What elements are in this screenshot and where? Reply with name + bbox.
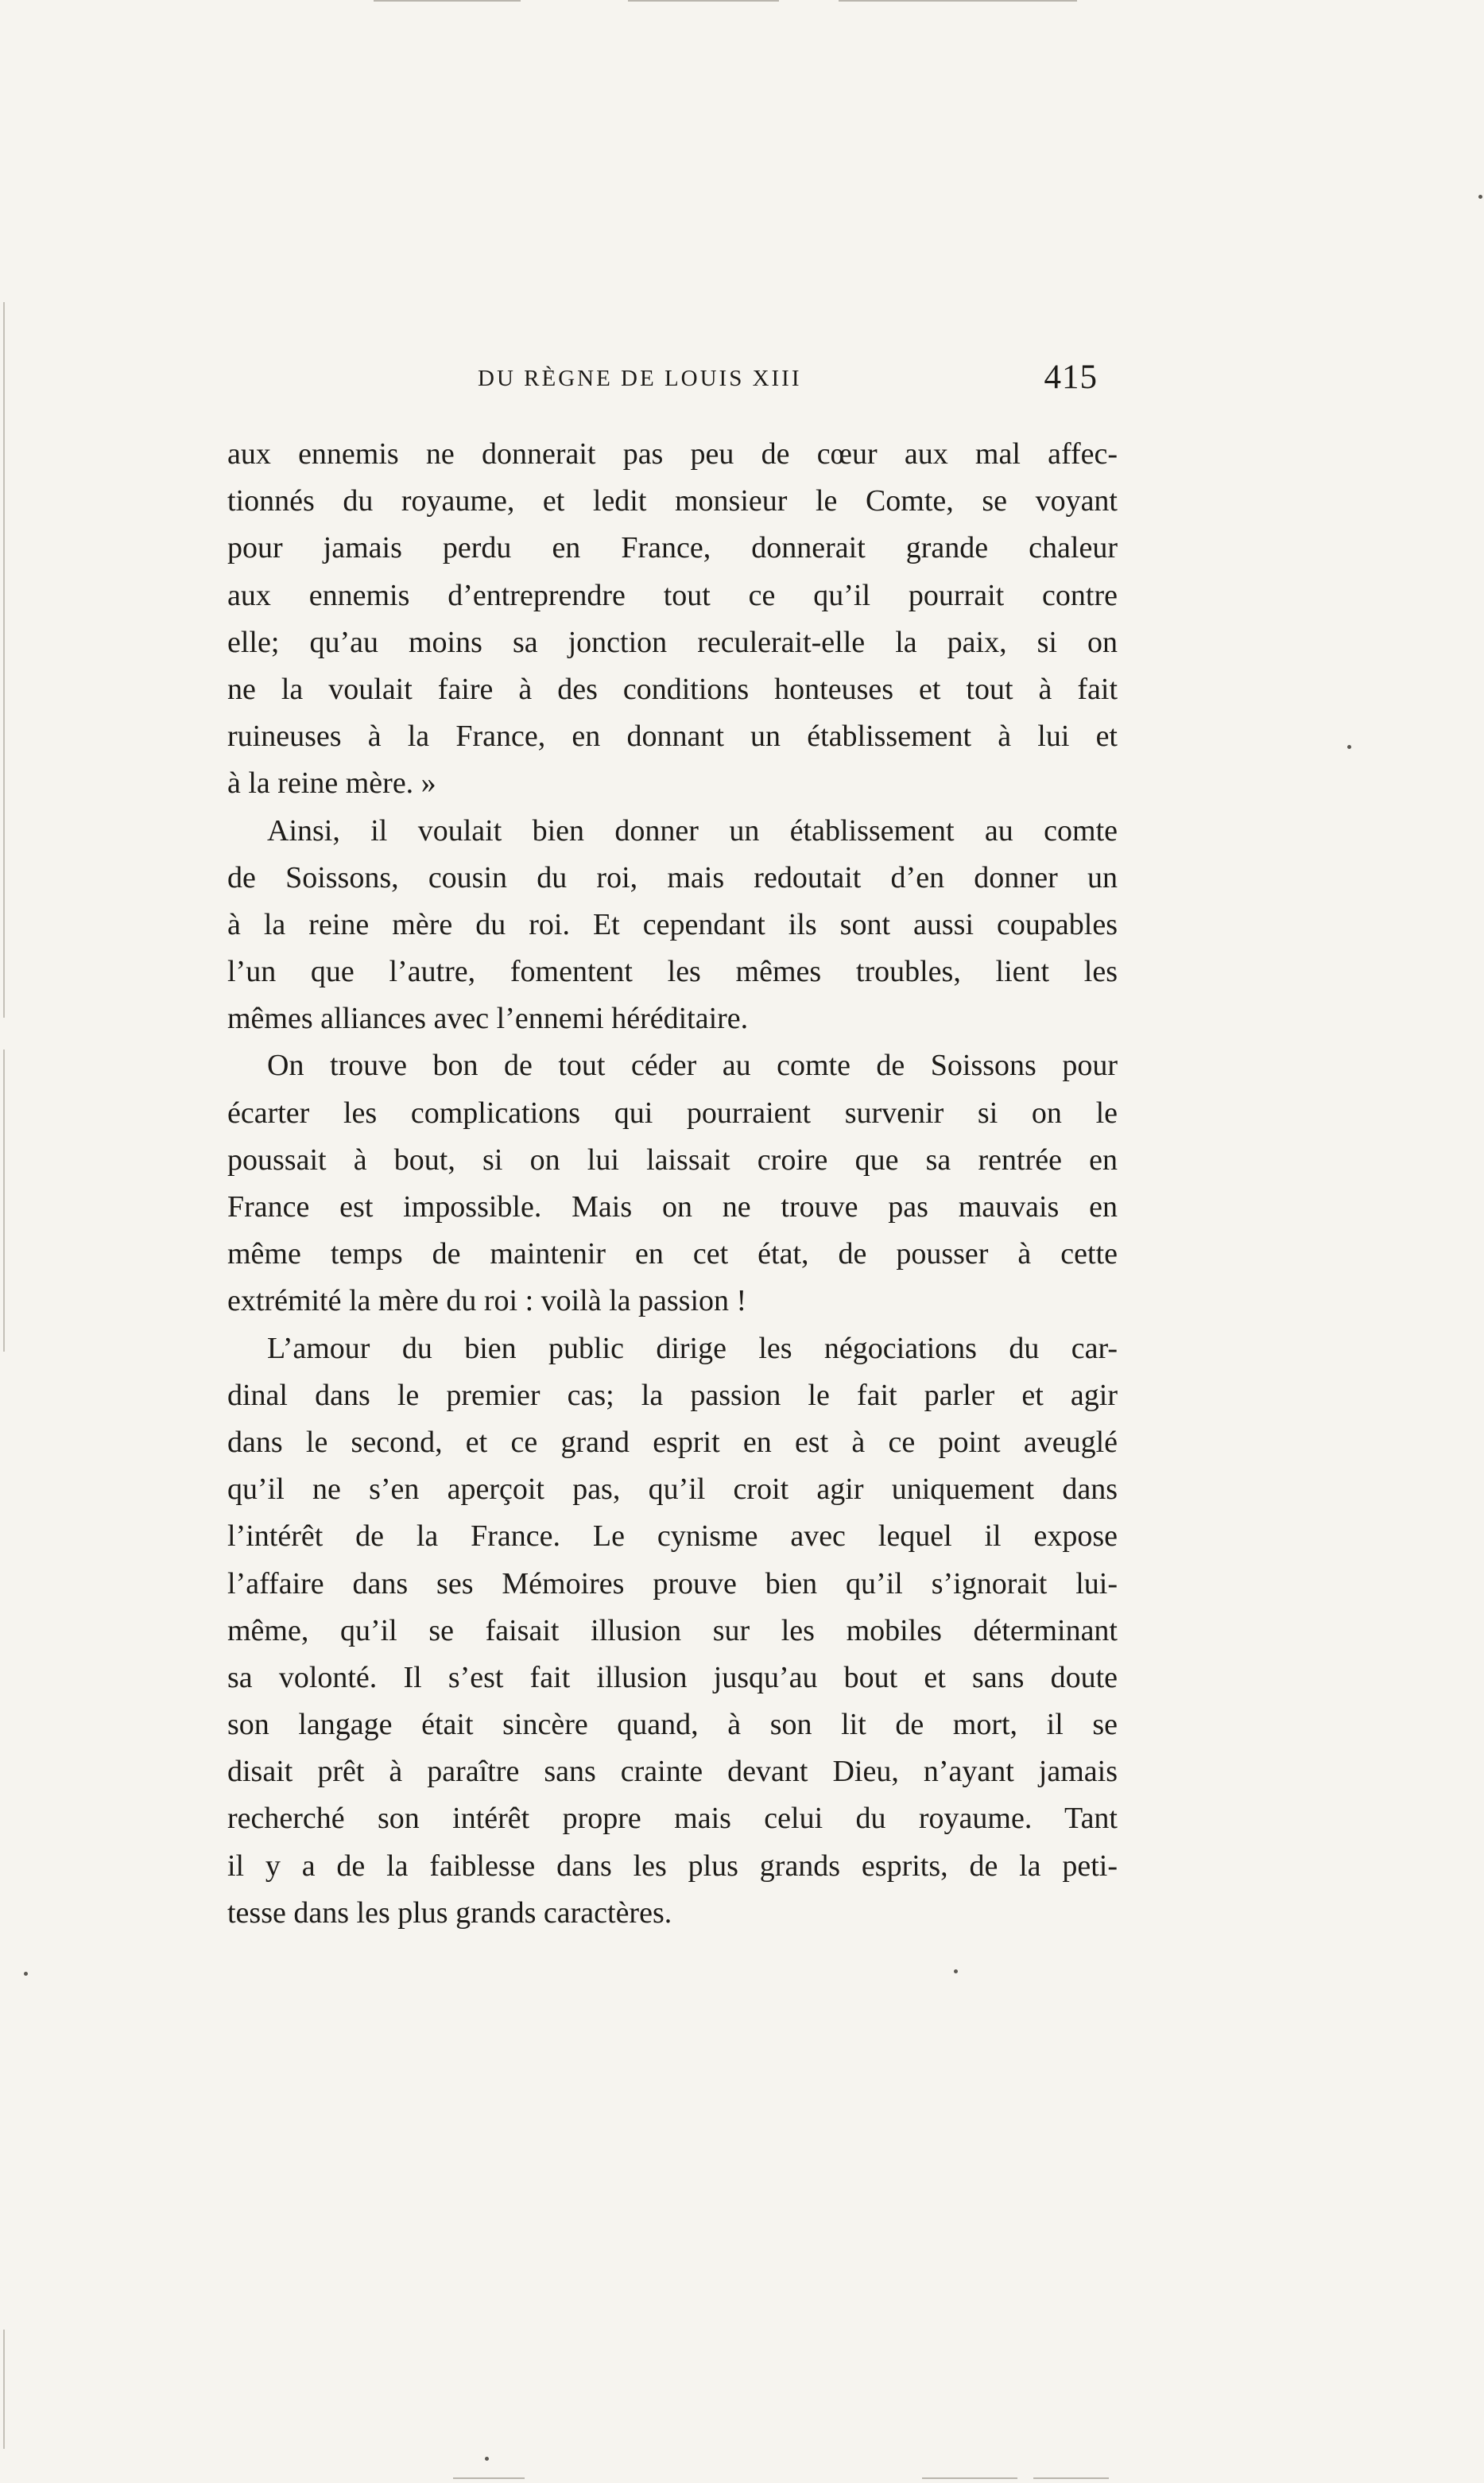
- paragraph-1: [227, 431, 1118, 808]
- scan-edge-line: [628, 0, 779, 2]
- text-line: pour jamais perdu en France, donnerait grande chaleur: [227, 531, 1118, 565]
- body-text: [227, 431, 1118, 1937]
- text-line: l’un que l’autre, fomentent les mêmes troubles, lient les: [227, 955, 1118, 989]
- text-line: recherché son intérêt propre mais celui du royaume. Tant: [227, 1802, 1118, 1836]
- scan-edge-line: [374, 0, 521, 2]
- scan-edge-line: [1033, 2477, 1109, 2479]
- text-line: aux ennemis d’entreprendre tout ce qu’il pourrait contre: [227, 578, 1118, 612]
- text-line: elle; qu’au moins sa jonction reculerait-elle la paix, si on: [227, 625, 1118, 659]
- text-line: poussait à bout, si on lui laissait croire que sa rentrée en: [227, 1143, 1118, 1177]
- text-line: même, qu’il se faisait illusion sur les mobiles déterminant: [227, 1613, 1118, 1647]
- scan-speck: [24, 1972, 28, 1976]
- paragraph-2: [227, 808, 1118, 1043]
- text-line: à la reine mère. »: [227, 766, 436, 801]
- text-line: tesse dans les plus grands caractères.: [227, 1895, 672, 1930]
- scan-margin-line: [3, 2330, 5, 2449]
- text-line: écarter les complications qui pourraient survenir si on le: [227, 1096, 1118, 1130]
- scan-edge-line: [453, 2477, 525, 2479]
- scan-speck: [1347, 745, 1351, 749]
- scan-edge-line: [922, 2477, 1017, 2479]
- scan-margin-line: [3, 1049, 5, 1352]
- scan-speck: [485, 2457, 489, 2461]
- text-line: dinal dans le premier cas; la passion le fait parler et agir: [227, 1378, 1118, 1412]
- text-line: extrémité la mère du roi : voilà la passion !: [227, 1284, 747, 1318]
- text-line: ruineuses à la France, en donnant un établissement à lui et: [227, 720, 1118, 754]
- scan-speck: [954, 1969, 958, 1973]
- paragraph-3: [227, 1042, 1118, 1325]
- text-line: France est impossible. Mais on ne trouve pas mauvais en: [227, 1190, 1118, 1224]
- text-line: de Soissons, cousin du roi, mais redoutait d’en donner un: [227, 860, 1118, 894]
- text-line: l’intérêt de la France. Le cynisme avec lequel il expose: [227, 1519, 1118, 1554]
- running-head: [227, 359, 1118, 404]
- text-line: à la reine mère du roi. Et cependant ils sont aussi coupables: [227, 907, 1118, 941]
- page-number: 415: [1044, 359, 1098, 396]
- text-line: sa volonté. Il s’est fait illusion jusqu’au bout et sans doute: [227, 1660, 1118, 1694]
- scan-edge-line: [839, 0, 1077, 2]
- text-line: On trouve bon de tout céder au comte de Soissons pour: [267, 1049, 1118, 1083]
- paragraph-4: [227, 1325, 1118, 1937]
- scan-speck: [1478, 195, 1482, 199]
- text-line: il y a de la faiblesse dans les plus grands esprits, de la peti-: [227, 1849, 1118, 1883]
- text-line: aux ennemis ne donnerait pas peu de cœur aux mal affec-: [227, 437, 1118, 471]
- text-line: tionnés du royaume, et ledit monsieur le Comte, se voyant: [227, 484, 1118, 518]
- text-line: l’affaire dans ses Mémoires prouve bien qu’il s’ignorait lui-: [227, 1566, 1118, 1600]
- text-line: même temps de maintenir en cet état, de pousser à cette: [227, 1237, 1118, 1271]
- text-line: disait prêt à paraître sans crainte devant Dieu, n’ayant jamais: [227, 1755, 1118, 1789]
- text-line: dans le second, et ce grand esprit en est à ce point aveuglé: [227, 1425, 1118, 1459]
- text-line: mêmes alliances avec l’ennemi héréditaire.: [227, 1002, 749, 1036]
- running-head-title: DU RÈGNE DE LOUIS XIII: [478, 366, 802, 391]
- scan-margin-line: [3, 302, 5, 1018]
- text-line: Ainsi, il voulait bien donner un établissement au comte: [267, 813, 1118, 848]
- text-line: ne la voulait faire à des conditions honteuses et tout à fait: [227, 672, 1118, 706]
- text-line: son langage était sincère quand, à son lit de mort, il se: [227, 1708, 1118, 1742]
- text-line: L’amour du bien public dirige les négociations du car-: [267, 1331, 1118, 1365]
- text-line: qu’il ne s’en aperçoit pas, qu’il croit agir uniquement dans: [227, 1472, 1118, 1507]
